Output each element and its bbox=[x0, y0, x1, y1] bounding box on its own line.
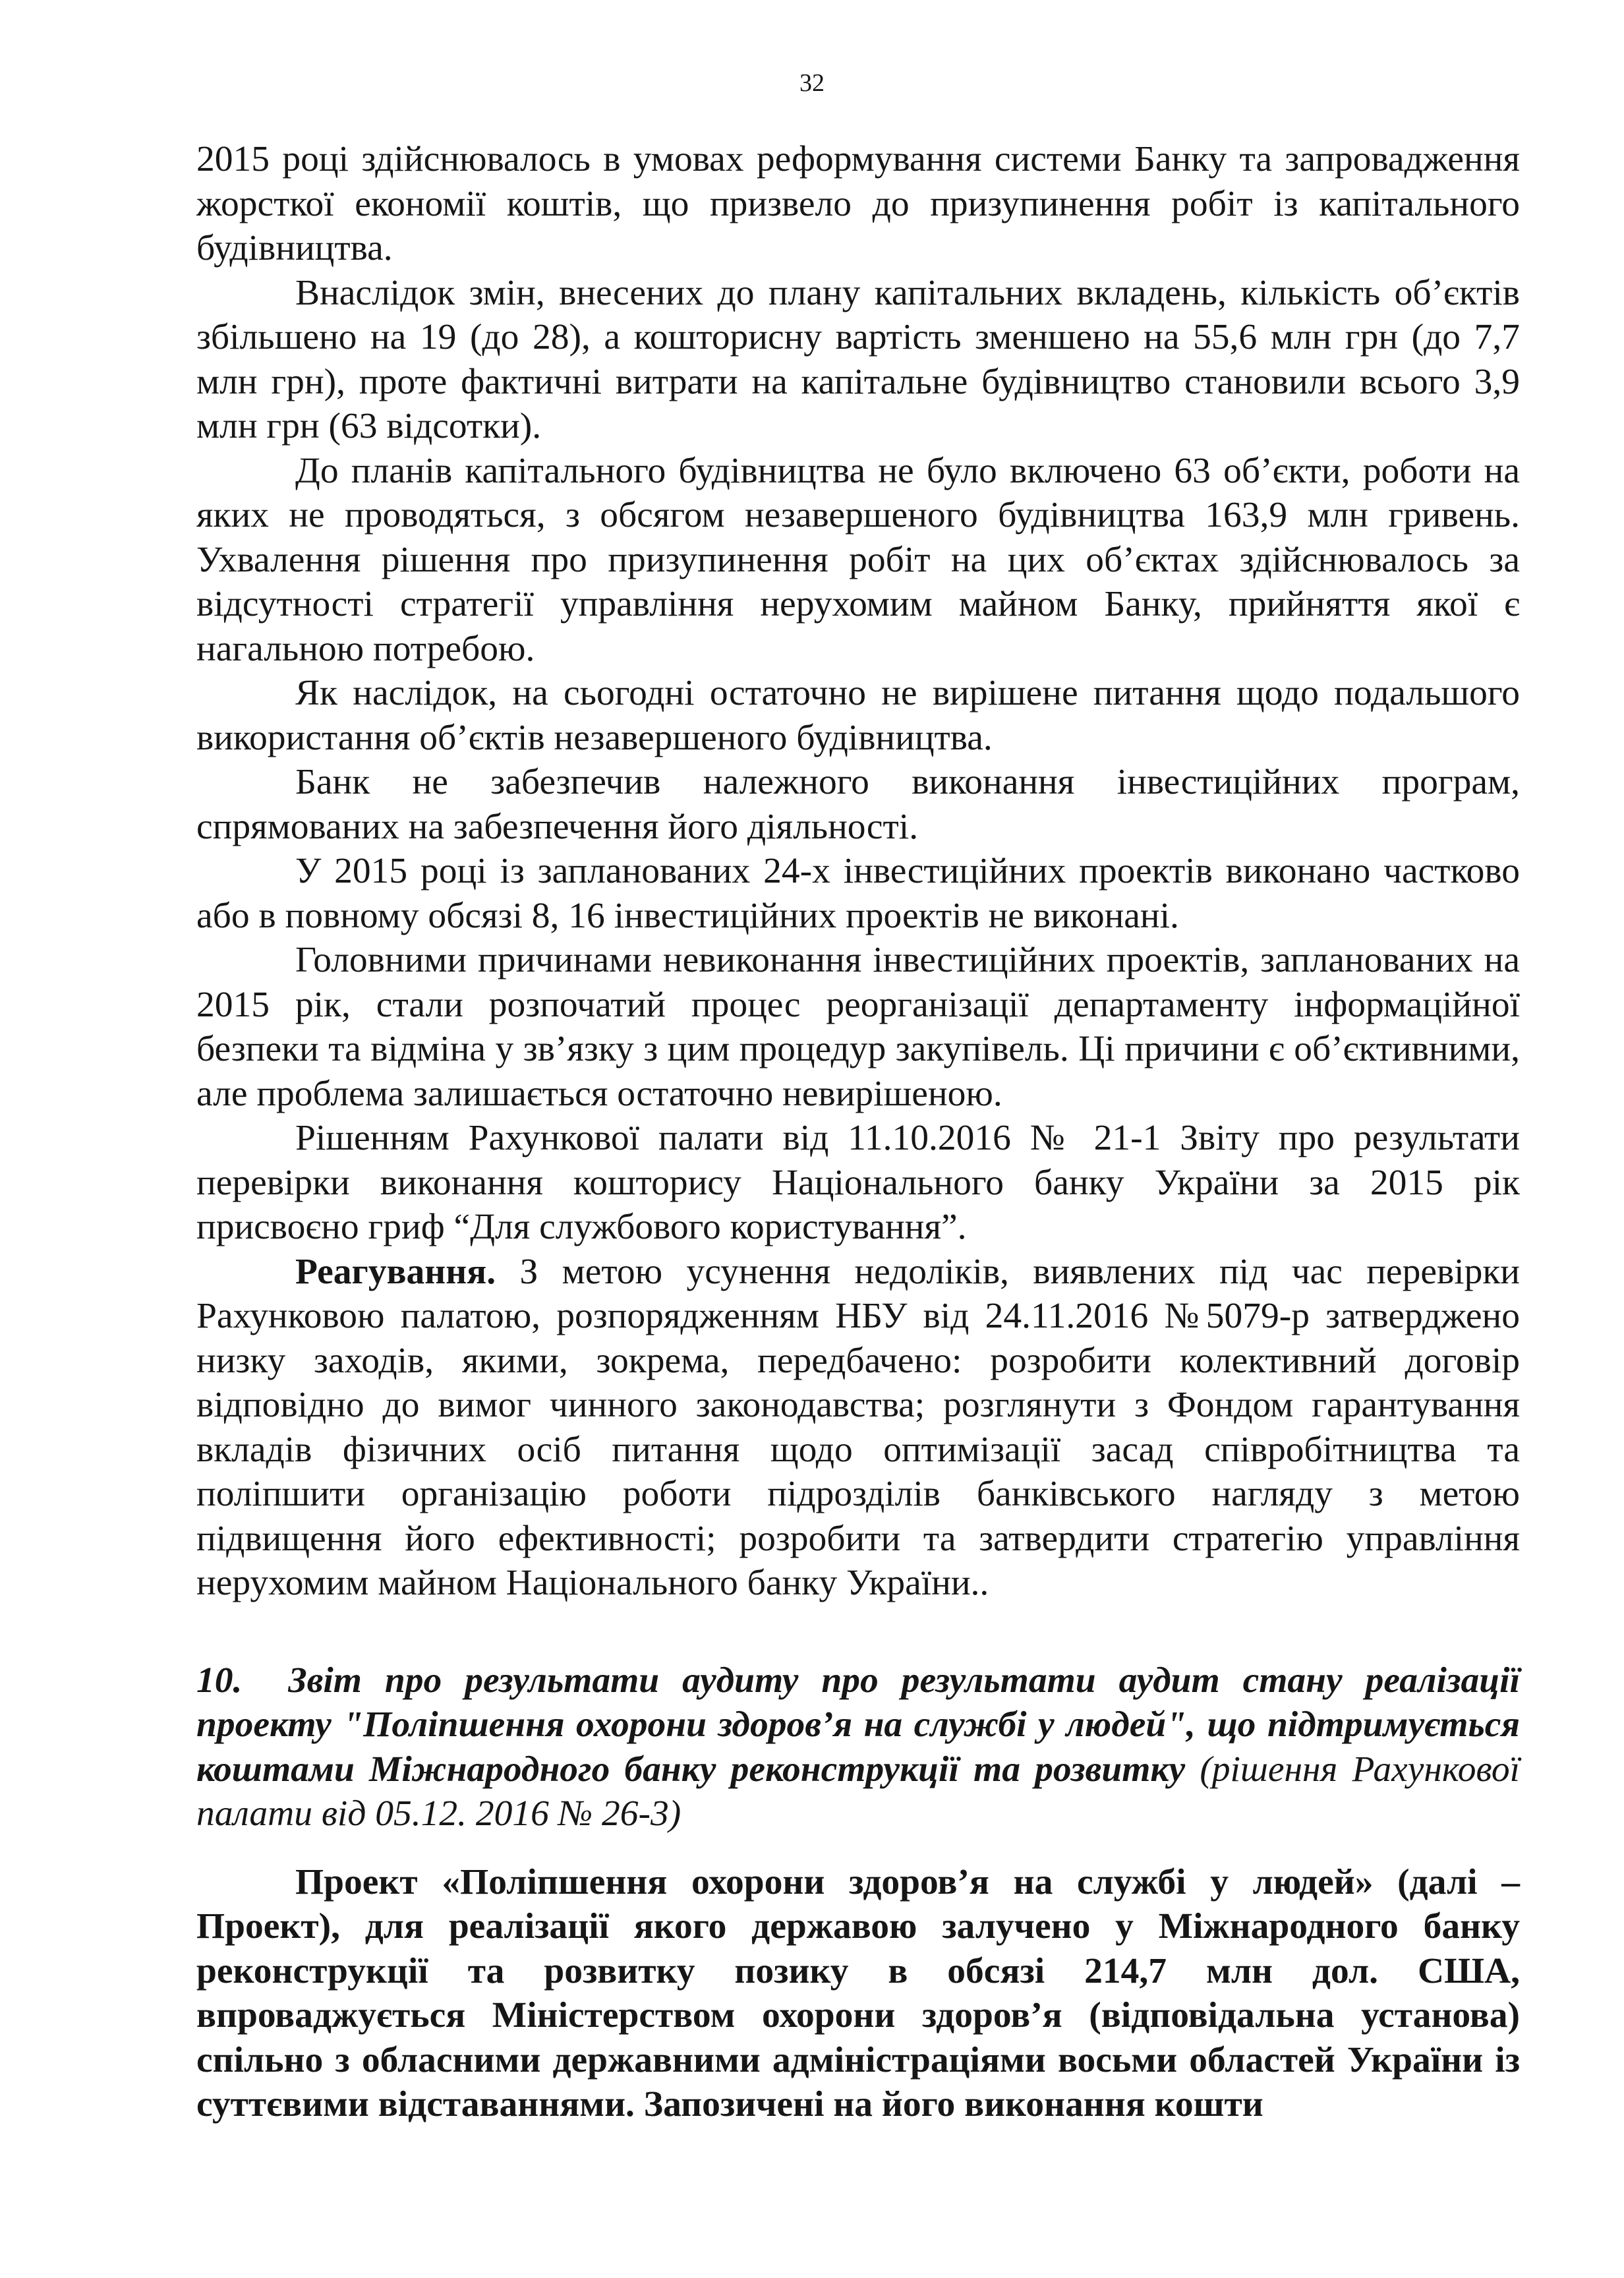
paragraph-continuation: 2015 році здійснювалось в умовах реформування системи Банку та запровадження жорсткої економії коштів, що призвело до призупинення робіт із капітального будівництва. bbox=[196, 139, 1520, 268]
paragraph-unfinished-objects: До планів капітального будівництва не було включено 63 об’єкти, роботи на яких не проводяться, з обсягом незавершеного будівництва 163,9 млн гривень. Ухвалення рішення про призупинення робіт на цих об’єктах здійснювалось за відсутності стратегії управління нерухомим майном Банку, прийняття якої є нагальною потребою. bbox=[196, 450, 1520, 669]
section-body-paragraph: Проект «Поліпшення охорони здоров’я на службі у людей» (далі – Проект), для реалізації якого державою залучено у Міжнародного банку реконструкції та розвитку позику в обсязі 214,7 млн дол. США, впроваджується Міністерством охорони здоров’я (відповідальна установа) спільно з обласними державними адміністраціями восьми областей України із суттєвими відставаннями. Запозичені на його виконання кошти bbox=[196, 1861, 1520, 2124]
paragraph-investment-programs: Банк не забезпечив належного виконання інвестиційних програм, спрямованих на забезпечення його діяльності. bbox=[196, 762, 1520, 847]
page-number: 32 bbox=[799, 69, 825, 97]
section-title: Звіт про результати аудиту про результати аудит стану реалізації проекту "Поліпшення охорони здоров’я на службі у людей", що підтримується коштами Міжнародного банку реконструкції та розвитку bbox=[196, 1660, 1520, 1790]
paragraph-consequence: Як наслідок, на сьогодні остаточно не вирішене питання щодо подальшого використання об’єктів незавершеного будівництва. bbox=[196, 673, 1520, 758]
section-heading bbox=[196, 1658, 1520, 1836]
paragraph-investment-projects-2015: У 2015 році із запланованих 24-х інвестиційних проектів виконано частково або в повному обсязі 8, 16 інвестиційних проектів не виконані. bbox=[196, 851, 1520, 936]
response-lead: Реагування. bbox=[295, 1251, 496, 1292]
paragraph-capital-investment-changes: Внаслідок змін, внесених до плану капітальних вкладень, кількість об’єктів збільшено на 19 (до 28), а кошторисну вартість зменшено на 55,6 млн грн (до 7,7 млн грн), проте фактичні витрати на капітальне будівництво становили всього 3,9 млн грн (63 відсотки). bbox=[196, 272, 1520, 446]
section-decision-reference: (рішення Рахункової палати від 05.12. 2016 № 26-3) bbox=[196, 1749, 1520, 1834]
paragraph-response bbox=[196, 1250, 1520, 1606]
section-number: 10. bbox=[196, 1660, 243, 1701]
response-text: З метою усунення недоліків, виявлених під час перевірки Рахунковою палатою, розпорядженням НБУ від 24.11.2016 №5079-р затверджено низку заходів, якими, зокрема, передбачено: розробити колективний договір відповідно до вимог чинного законодавства; розглянути з Фондом гарантування вкладів фізичних осіб питання щодо оптимізації засад співробітництва та поліпшити організацію роботи підрозділів банківського нагляду з метою підвищення його ефективності; розробити та затвердити стратегію управління нерухомим майном Національного банку України.. bbox=[196, 1251, 1520, 1603]
paragraph-chamber-decision: Рішенням Рахункової палати від 11.10.2016 № 21-1 Звіту про результати перевірки виконання кошторису Національного банку України за 2015 рік присвоєно гриф “Для службового користування”. bbox=[196, 1118, 1520, 1247]
document-body bbox=[196, 137, 1520, 2127]
paragraph-main-reasons: Головними причинами невиконання інвестиційних проектів, запланованих на 2015 рік, стали розпочатий процес реорганізації департаменту інформаційної безпеки та відміна у зв’язку з цим процедур закупівель. Ці причини є об’єктивними, але проблема залишається остаточно невирішеною. bbox=[196, 940, 1520, 1114]
